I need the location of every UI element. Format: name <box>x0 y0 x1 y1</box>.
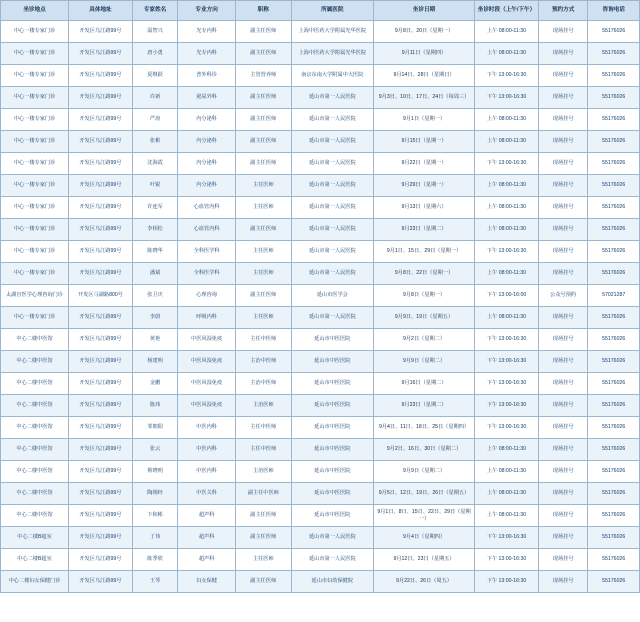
cell-booking-method: 现场挂号 <box>538 307 587 329</box>
cell-booking-method: 现场挂号 <box>538 505 587 527</box>
cell-location: 中心二楼中医馆 <box>1 461 69 483</box>
cell-title: 主治中医师 <box>235 351 291 373</box>
cell-phone: 55176026 <box>588 109 640 131</box>
cell-expert-name: 张卫庆 <box>132 285 177 307</box>
cell-expert-name: 蔡晓明 <box>132 461 177 483</box>
cell-booking-method: 现场挂号 <box>538 87 587 109</box>
cell-specialty: 中医内科 <box>178 461 236 483</box>
cell-address: 开发区乌江路99号 <box>69 43 133 65</box>
cell-phone: 55176026 <box>588 505 640 527</box>
cell-timeslot: 下午 13:00-16:30 <box>475 417 539 439</box>
cell-timeslot: 下午 13:00-16:00 <box>475 285 539 307</box>
cell-date: 9月3日、10日、17日、24日（每周三） <box>374 87 475 109</box>
cell-phone: 55176026 <box>588 483 640 505</box>
cell-expert-name: 陈晓华 <box>132 241 177 263</box>
cell-address: 开发区乌江路99号 <box>69 571 133 593</box>
cell-phone: 55176026 <box>588 175 640 197</box>
cell-address: 开发区乌江路99号 <box>69 505 133 527</box>
cell-booking-method: 现场挂号 <box>538 241 587 263</box>
cell-specialty: 泌尿外科 <box>178 87 236 109</box>
cell-location: 中心一楼专家门诊 <box>1 241 69 263</box>
cell-address: 开发区乌江路99号 <box>69 351 133 373</box>
cell-address: 开发区乌江路99号 <box>69 263 133 285</box>
cell-location: 中心一楼专家门诊 <box>1 153 69 175</box>
cell-title: 副主任医师 <box>235 505 291 527</box>
cell-location: 中心二楼B超室 <box>1 527 69 549</box>
cell-timeslot: 下午 13:00-16:30 <box>475 351 539 373</box>
table-row <box>1 241 640 263</box>
cell-title: 副主任医师 <box>235 153 291 175</box>
cell-booking-method: 现场挂号 <box>538 483 587 505</box>
cell-location: 中心一楼专家门诊 <box>1 263 69 285</box>
cell-hospital: 延山市中医医院 <box>291 461 373 483</box>
cell-timeslot: 下午 13:00-16:30 <box>475 65 539 87</box>
cell-date: 9月12日、23日（星期五） <box>374 549 475 571</box>
cell-address: 开发区乌江路99号 <box>69 373 133 395</box>
cell-specialty: 中医内科 <box>178 439 236 461</box>
cell-date: 9月16日（星期二） <box>374 373 475 395</box>
cell-address: 开发区乌江路99号 <box>69 461 133 483</box>
table-row <box>1 263 640 285</box>
cell-timeslot: 下午 13:00-16:30 <box>475 329 539 351</box>
cell-phone: 55176026 <box>588 571 640 593</box>
cell-hospital: 延山市第一人民医院 <box>291 527 373 549</box>
cell-title: 副主任医师 <box>235 571 291 593</box>
table-row <box>1 571 640 593</box>
cell-phone: 55176026 <box>588 43 640 65</box>
cell-expert-name: 潘斌 <box>132 263 177 285</box>
cell-date: 9月1日、8日、15日、22日、29日（星期一） <box>374 505 475 527</box>
cell-timeslot: 下午 13:00-16:30 <box>475 241 539 263</box>
cell-address: 开发区乌江路99号 <box>69 131 133 153</box>
cell-title: 主任中医师 <box>235 439 291 461</box>
cell-expert-name: 唐小勇 <box>132 43 177 65</box>
cell-hospital: 延山市第一人民医院 <box>291 109 373 131</box>
cell-hospital: 延山市妇幼保健院 <box>291 571 373 593</box>
cell-timeslot: 上午 08:00-11:30 <box>475 263 539 285</box>
cell-title: 副主任医师 <box>235 219 291 241</box>
cell-phone: 55176026 <box>588 219 640 241</box>
cell-hospital: 延山市中医医院 <box>291 439 373 461</box>
table-row <box>1 329 640 351</box>
cell-expert-name: 许连军 <box>132 197 177 219</box>
cell-booking-method: 现场挂号 <box>538 43 587 65</box>
cell-specialty: 内分泌科 <box>178 175 236 197</box>
column-header-location: 坐诊地点 <box>1 1 69 21</box>
cell-title: 主任医师 <box>235 307 291 329</box>
cell-timeslot: 下午 13:00-16:30 <box>475 549 539 571</box>
cell-hospital: 延山市中医医院 <box>291 505 373 527</box>
cell-timeslot: 上午 08:00-11:30 <box>475 219 539 241</box>
cell-location: 中心一楼专家门诊 <box>1 43 69 65</box>
cell-hospital: 延山市第一人民医院 <box>291 153 373 175</box>
cell-booking-method: 现场挂号 <box>538 439 587 461</box>
cell-specialty: 中医风湿免疫 <box>178 373 236 395</box>
cell-booking-method: 现场挂号 <box>538 329 587 351</box>
cell-location: 中心一楼专家门诊 <box>1 65 69 87</box>
cell-date: 9月1日（星期一） <box>374 109 475 131</box>
cell-expert-name: 李相松 <box>132 219 177 241</box>
table-row <box>1 131 640 153</box>
cell-hospital: 延山市第一人民医院 <box>291 307 373 329</box>
cell-location: 中心二楼中医馆 <box>1 505 69 527</box>
cell-address: 开发区乌江路99号 <box>69 483 133 505</box>
table-row <box>1 285 640 307</box>
cell-booking-method: 现场挂号 <box>538 197 587 219</box>
table-body <box>1 21 640 593</box>
cell-expert-name: 温智兴 <box>132 21 177 43</box>
cell-phone: 55176026 <box>588 351 640 373</box>
cell-expert-name: 陈玮 <box>132 395 177 417</box>
column-header-address: 具体地址 <box>69 1 133 21</box>
cell-timeslot: 上午 08:00-11:30 <box>475 131 539 153</box>
cell-phone: 55176026 <box>588 197 640 219</box>
cell-location: 中心二楼中医馆 <box>1 351 69 373</box>
cell-date: 9月29日（星期一） <box>374 175 475 197</box>
cell-date: 9月11日（星期四） <box>374 43 475 65</box>
cell-expert-name: 严涛 <box>132 109 177 131</box>
cell-title: 主治医师 <box>235 461 291 483</box>
cell-timeslot: 上午 08:00-11:30 <box>475 439 539 461</box>
cell-booking-method: 现场挂号 <box>538 395 587 417</box>
cell-timeslot: 上午 08:00-11:30 <box>475 483 539 505</box>
cell-hospital: 上海中医药大学附属光华医院 <box>291 43 373 65</box>
cell-title: 副主任中医师 <box>235 483 291 505</box>
cell-address: 开发区乌江路99号 <box>69 219 133 241</box>
cell-specialty: 超声科 <box>178 527 236 549</box>
table-row <box>1 87 640 109</box>
cell-specialty: 心理咨询 <box>178 285 236 307</box>
cell-title: 主任医师 <box>235 241 291 263</box>
cell-booking-method: 现场挂号 <box>538 21 587 43</box>
cell-phone: 55176026 <box>588 439 640 461</box>
column-header-booking-method: 预约方式 <box>538 1 587 21</box>
cell-date: 9月22日、26日（周五） <box>374 571 475 593</box>
table-row <box>1 417 640 439</box>
cell-specialty: 内分泌科 <box>178 109 236 131</box>
cell-hospital: 延山市第一人民医院 <box>291 197 373 219</box>
column-header-expert-name: 专家姓名 <box>132 1 177 21</box>
cell-address: 开发区乌江路99号 <box>69 175 133 197</box>
cell-date: 9月22日（星期一） <box>374 153 475 175</box>
cell-hospital: 延山市中医医院 <box>291 395 373 417</box>
cell-phone: 55176026 <box>588 395 640 417</box>
cell-hospital: 延山市第一人民医院 <box>291 87 373 109</box>
cell-location: 中心一楼专家门诊 <box>1 175 69 197</box>
cell-specialty: 心血管内科 <box>178 219 236 241</box>
cell-title: 主任医师 <box>235 175 291 197</box>
cell-date: 9月13日（星期六） <box>374 197 475 219</box>
cell-location: 太湖宫医学心理咨询门诊 <box>1 285 69 307</box>
column-header-hospital: 所属医院 <box>291 1 373 21</box>
table-row <box>1 505 640 527</box>
cell-phone: 55176026 <box>588 87 640 109</box>
cell-title: 副主任医师 <box>235 43 291 65</box>
table-row <box>1 439 640 461</box>
cell-address: 开发区马湖路800号 <box>69 285 133 307</box>
cell-location: 中心一楼专家门诊 <box>1 131 69 153</box>
cell-timeslot: 上午 08:00-11:30 <box>475 307 539 329</box>
cell-expert-name: 金鹏 <box>132 373 177 395</box>
cell-hospital: 延山市中医医院 <box>291 329 373 351</box>
cell-specialty: 呼吸内科 <box>178 307 236 329</box>
cell-expert-name: 许新 <box>132 87 177 109</box>
table-row <box>1 307 640 329</box>
cell-booking-method: 现场挂号 <box>538 65 587 87</box>
cell-timeslot: 上午 08:00-11:30 <box>475 505 539 527</box>
cell-phone: 55176026 <box>588 153 640 175</box>
column-header-timeslot: 坐诊时段（上午/下午） <box>475 1 539 21</box>
cell-expert-name: 叶锟 <box>132 175 177 197</box>
cell-date: 9月8日、22日（星期一） <box>374 263 475 285</box>
cell-phone: 55176026 <box>588 241 640 263</box>
cell-address: 开发区乌江路99号 <box>69 87 133 109</box>
cell-specialty: 超声科 <box>178 505 236 527</box>
cell-location: 中心二楼B超室 <box>1 549 69 571</box>
cell-specialty: 超声科 <box>178 549 236 571</box>
cell-location: 中心一楼专家门诊 <box>1 197 69 219</box>
cell-expert-name: 张彬 <box>132 131 177 153</box>
cell-timeslot: 上午 08:00-11:30 <box>475 109 539 131</box>
cell-expert-name: 陈季欣 <box>132 549 177 571</box>
table-row <box>1 43 640 65</box>
cell-date: 9月2日、16日、30日（星期二） <box>374 439 475 461</box>
cell-booking-method: 现场挂号 <box>538 263 587 285</box>
cell-location: 中心二楼中医馆 <box>1 439 69 461</box>
column-header-specialty: 专业方向 <box>178 1 236 21</box>
cell-specialty: 全科医学科 <box>178 263 236 285</box>
cell-specialty: 心血管内科 <box>178 197 236 219</box>
cell-timeslot: 上午 08:00-11:30 <box>475 197 539 219</box>
cell-phone: 57021287 <box>588 285 640 307</box>
cell-timeslot: 下午 13:00-16:30 <box>475 87 539 109</box>
cell-expert-name: 王琴 <box>132 571 177 593</box>
cell-booking-method: 现场挂号 <box>538 351 587 373</box>
cell-phone: 55176026 <box>588 461 640 483</box>
cell-booking-method: 现场挂号 <box>538 175 587 197</box>
cell-hospital: 延山市中医医院 <box>291 417 373 439</box>
cell-expert-name: 卞和彬 <box>132 505 177 527</box>
table-row <box>1 527 640 549</box>
cell-phone: 55176026 <box>588 65 640 87</box>
table-row <box>1 373 640 395</box>
cell-booking-method: 现场挂号 <box>538 153 587 175</box>
cell-specialty: 中医内科 <box>178 417 236 439</box>
cell-specialty: 中医风湿免疫 <box>178 395 236 417</box>
cell-title: 副主任医师 <box>235 109 291 131</box>
cell-booking-method: 现场挂号 <box>538 461 587 483</box>
cell-title: 主任中医师 <box>235 329 291 351</box>
cell-hospital: 上海中医药大学附属光华医院 <box>291 21 373 43</box>
cell-phone: 55176026 <box>588 549 640 571</box>
cell-location: 中心一楼专家门诊 <box>1 219 69 241</box>
table-header <box>1 1 640 21</box>
cell-address: 开发区乌江路99号 <box>69 307 133 329</box>
cell-hospital: 延山市中医医院 <box>291 483 373 505</box>
cell-date: 9月9日、19日（星期五） <box>374 307 475 329</box>
cell-date: 9月9日（星期二） <box>374 351 475 373</box>
cell-expert-name: 李蔚 <box>132 307 177 329</box>
cell-phone: 55176026 <box>588 417 640 439</box>
cell-address: 开发区乌江路99号 <box>69 549 133 571</box>
cell-hospital: 延山市医学会 <box>291 285 373 307</box>
cell-address: 开发区乌江路99号 <box>69 395 133 417</box>
cell-expert-name: 黄艳 <box>132 329 177 351</box>
cell-hospital: 延山市第一人民医院 <box>291 549 373 571</box>
cell-hospital: 延山市中医医院 <box>291 373 373 395</box>
cell-address: 开发区乌江路99号 <box>69 197 133 219</box>
cell-location: 中心二楼妇女保健门诊 <box>1 571 69 593</box>
column-header-phone: 咨询电话 <box>588 1 640 21</box>
table-row <box>1 395 640 417</box>
cell-location: 中心二楼中医馆 <box>1 417 69 439</box>
table-row <box>1 483 640 505</box>
table-row <box>1 549 640 571</box>
cell-title: 主任医师 <box>235 549 291 571</box>
cell-date: 9月8日（星期一） <box>374 285 475 307</box>
cell-timeslot: 上午 08:00-11:30 <box>475 175 539 197</box>
cell-phone: 55176026 <box>588 263 640 285</box>
cell-booking-method: 现场挂号 <box>538 219 587 241</box>
cell-title: 副主任医师 <box>235 87 291 109</box>
cell-date: 9月4日（星期四） <box>374 527 475 549</box>
cell-timeslot: 下午 13:00-16:30 <box>475 395 539 417</box>
table-row <box>1 153 640 175</box>
cell-timeslot: 下午 13:00-16:30 <box>475 527 539 549</box>
cell-specialty: 妇女保健 <box>178 571 236 593</box>
cell-booking-method: 现场挂号 <box>538 571 587 593</box>
cell-hospital: 延山市第一人民医院 <box>291 263 373 285</box>
cell-title: 主治中医师 <box>235 373 291 395</box>
cell-title: 副主任医师 <box>235 285 291 307</box>
cell-specialty: 内分泌科 <box>178 153 236 175</box>
cell-hospital: 延山市第一人民医院 <box>291 131 373 153</box>
cell-timeslot: 下午 13:00-16:30 <box>475 571 539 593</box>
cell-phone: 55176026 <box>588 373 640 395</box>
cell-date: 9月23日（星期二） <box>374 395 475 417</box>
cell-address: 开发区乌江路99号 <box>69 527 133 549</box>
cell-expert-name: 陶锡经 <box>132 483 177 505</box>
cell-date: 9月2日（星期二） <box>374 329 475 351</box>
cell-specialty: 光专内科 <box>178 43 236 65</box>
cell-date: 9月4日、11日、18日、25日（星期四） <box>374 417 475 439</box>
cell-expert-name: 沈海霞 <box>132 153 177 175</box>
table-row <box>1 65 640 87</box>
cell-booking-method: 现场挂号 <box>538 373 587 395</box>
cell-specialty: 光专内科 <box>178 21 236 43</box>
cell-location: 中心一楼专家门诊 <box>1 87 69 109</box>
cell-hospital: 延山市中医医院 <box>291 351 373 373</box>
cell-timeslot: 上午 08:00-11:30 <box>475 43 539 65</box>
cell-location: 中心二楼中医馆 <box>1 373 69 395</box>
cell-title: 主任医师 <box>235 197 291 219</box>
table-row <box>1 197 640 219</box>
cell-hospital: 延山市第一人民医院 <box>291 241 373 263</box>
cell-address: 开发区乌江路99号 <box>69 153 133 175</box>
cell-address: 开发区乌江路99号 <box>69 439 133 461</box>
cell-location: 中心二楼中医馆 <box>1 395 69 417</box>
table-row <box>1 21 640 43</box>
cell-address: 开发区乌江路99号 <box>69 417 133 439</box>
cell-phone: 55176026 <box>588 527 640 549</box>
cell-expert-name: 夏继跃 <box>132 65 177 87</box>
table-row <box>1 351 640 373</box>
cell-title: 副主任医师 <box>235 527 291 549</box>
cell-location: 中心一楼专家门诊 <box>1 21 69 43</box>
cell-booking-method: 公众号预约 <box>538 285 587 307</box>
cell-specialty: 中医风湿免疫 <box>178 351 236 373</box>
cell-title: 主治医师 <box>235 395 291 417</box>
cell-address: 开发区乌江路99号 <box>69 21 133 43</box>
cell-booking-method: 现场挂号 <box>538 527 587 549</box>
cell-timeslot: 上午 08:00-11:30 <box>475 21 539 43</box>
cell-expert-name: 邹朝阳 <box>132 417 177 439</box>
cell-booking-method: 现场挂号 <box>538 549 587 571</box>
cell-specialty: 中医关科 <box>178 483 236 505</box>
cell-address: 开发区乌江路99号 <box>69 65 133 87</box>
cell-address: 开发区乌江路99号 <box>69 241 133 263</box>
cell-booking-method: 现场挂号 <box>538 417 587 439</box>
cell-date: 9月15日（星期一） <box>374 131 475 153</box>
cell-location: 中心二楼中医馆 <box>1 329 69 351</box>
cell-specialty: 普外科诊 <box>178 65 236 87</box>
cell-date: 9月23日（星期二） <box>374 219 475 241</box>
cell-expert-name: 杨建明 <box>132 351 177 373</box>
cell-date: 9月9日（星期二） <box>374 461 475 483</box>
cell-specialty: 内分泌科 <box>178 131 236 153</box>
cell-expert-name: 张云 <box>132 439 177 461</box>
cell-expert-name: 丁伟 <box>132 527 177 549</box>
table-row <box>1 175 640 197</box>
cell-phone: 55176026 <box>588 307 640 329</box>
cell-timeslot: 下午 13:00-16:30 <box>475 153 539 175</box>
cell-booking-method: 现场挂号 <box>538 109 587 131</box>
cell-date: 9月5日、12日、19日、26日（星期五） <box>374 483 475 505</box>
cell-address: 开发区乌江路99号 <box>69 329 133 351</box>
column-header-title: 职称 <box>235 1 291 21</box>
cell-specialty: 中医风湿免疫 <box>178 329 236 351</box>
header-row <box>1 1 640 21</box>
cell-location: 中心一楼专家门诊 <box>1 307 69 329</box>
cell-title: 副主任医师 <box>235 131 291 153</box>
cell-hospital: 延山市第一人民医院 <box>291 219 373 241</box>
cell-timeslot: 上午 08:00-11:30 <box>475 461 539 483</box>
cell-location: 中心一楼专家门诊 <box>1 109 69 131</box>
cell-booking-method: 现场挂号 <box>538 131 587 153</box>
column-header-date: 坐诊日期 <box>374 1 475 21</box>
cell-title: 主管营养师 <box>235 65 291 87</box>
cell-title: 主任医师 <box>235 263 291 285</box>
cell-date: 9月1日、15日、29日（星期一） <box>374 241 475 263</box>
cell-location: 中心二楼中医馆 <box>1 483 69 505</box>
cell-timeslot: 下午 13:00-16:30 <box>475 373 539 395</box>
cell-hospital: 延山市第一人民医院 <box>291 175 373 197</box>
cell-phone: 55176026 <box>588 329 640 351</box>
cell-phone: 55176026 <box>588 131 640 153</box>
cell-title: 副主任医师 <box>235 21 291 43</box>
cell-specialty: 全科医学科 <box>178 241 236 263</box>
cell-phone: 55176026 <box>588 21 640 43</box>
table-row <box>1 461 640 483</box>
table-row <box>1 109 640 131</box>
cell-hospital: 南京东南大学附属中大医院 <box>291 65 373 87</box>
cell-date: 9月8日、20日（星期一） <box>374 21 475 43</box>
cell-address: 开发区乌江路99号 <box>69 109 133 131</box>
cell-date: 9月14日、28日（星期日） <box>374 65 475 87</box>
table-row <box>1 219 640 241</box>
cell-title: 主任中医师 <box>235 417 291 439</box>
